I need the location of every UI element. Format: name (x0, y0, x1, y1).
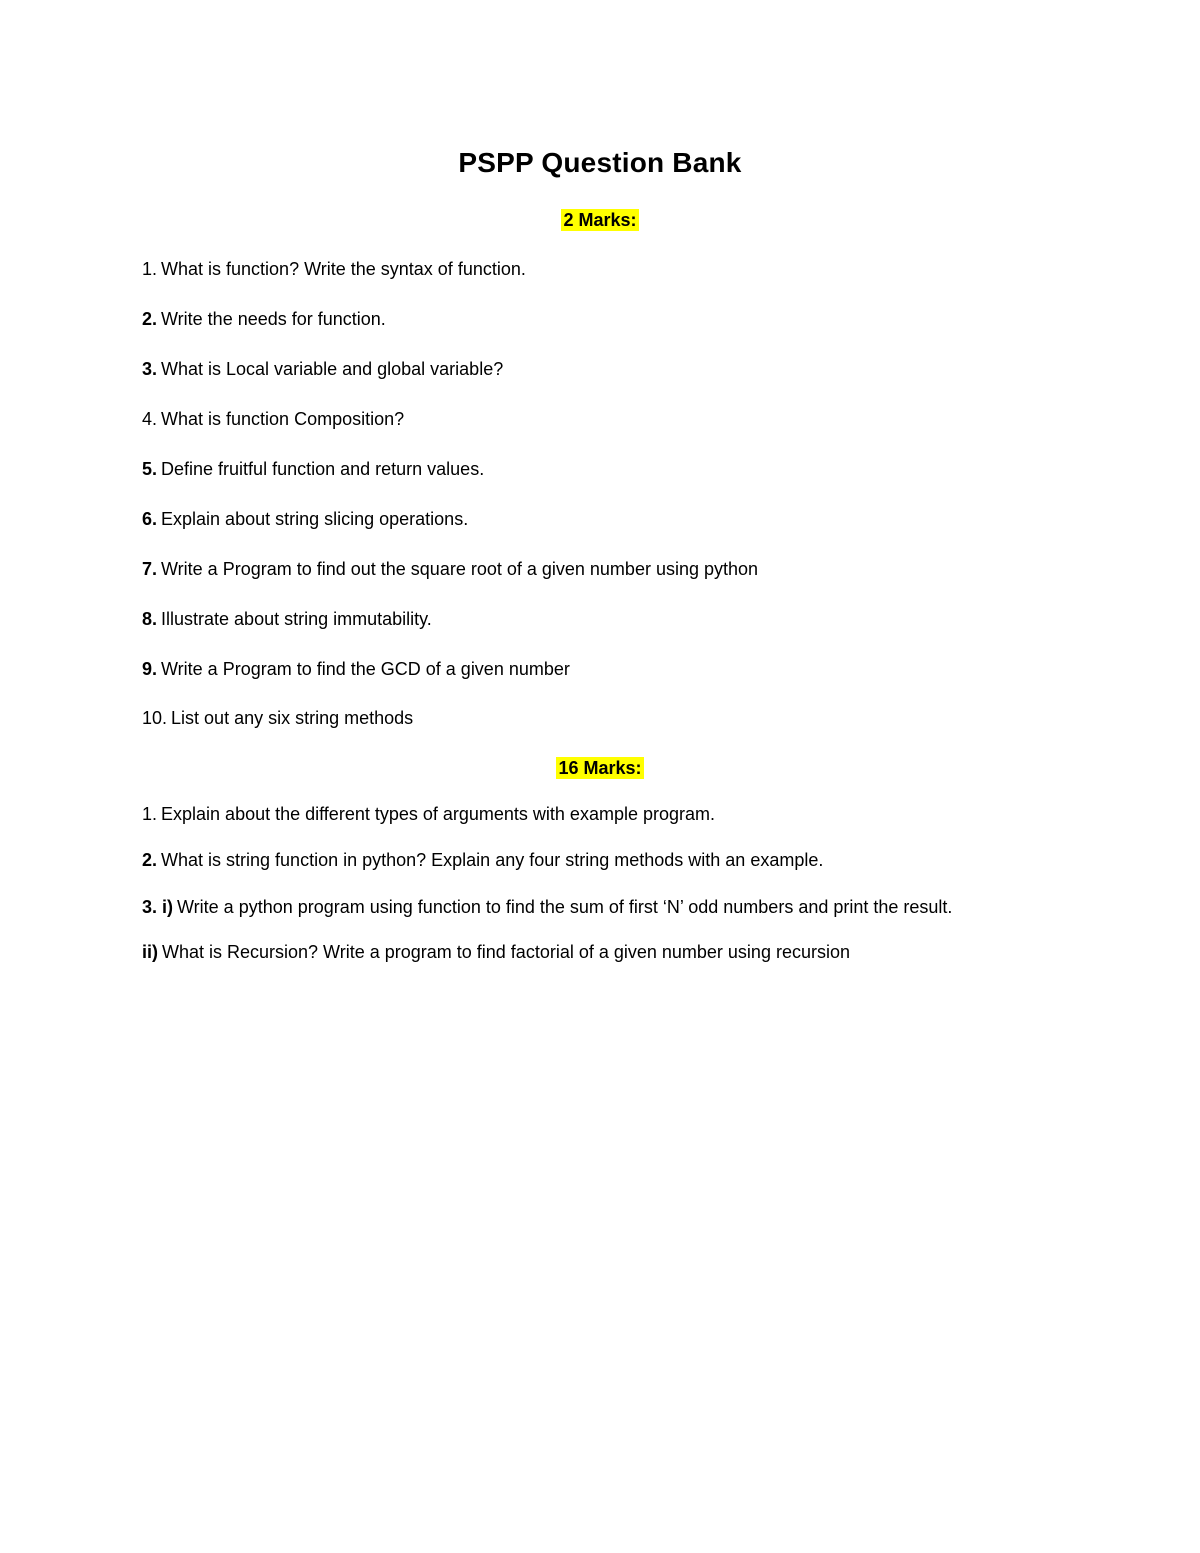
question-number: ii) (142, 942, 158, 962)
question-item (142, 607, 1142, 631)
question-number: 1. (142, 259, 158, 279)
question-number: 6. (142, 509, 158, 529)
question-text: Explain about the different types of arguments with example program. (161, 804, 715, 824)
question-number: 5. (142, 459, 158, 479)
question-text: Write a python program using function to find the sum of first ‘N’ odd numbers and print the result. (177, 897, 953, 917)
question-item (142, 706, 1142, 730)
question-text: Define fruitful function and return values. (161, 459, 485, 479)
section-heading-2-marks (0, 208, 1200, 232)
question-item (142, 895, 1142, 919)
question-number: 10. (142, 708, 168, 728)
question-number: 3. i) (142, 897, 174, 917)
question-number: 8. (142, 609, 158, 629)
section-heading-label: 2 Marks: (563, 210, 637, 230)
question-item (142, 507, 1142, 531)
question-number: 1. (142, 804, 158, 824)
question-item (142, 848, 1142, 872)
question-item (142, 657, 1142, 681)
question-number: 4. (142, 409, 158, 429)
question-item (142, 557, 1142, 581)
question-text: What is string function in python? Explain any four string methods with an example. (161, 850, 824, 870)
question-item (142, 457, 1142, 481)
question-item (142, 802, 1142, 826)
question-text: What is Recursion? Write a program to find factorial of a given number using recursion (162, 942, 850, 962)
question-number: 9. (142, 659, 158, 679)
page-title: PSPP Question Bank (458, 147, 742, 178)
question-text: What is function Composition? (161, 409, 405, 429)
question-number: 7. (142, 559, 158, 579)
question-number: 3. (142, 359, 158, 379)
question-text: List out any six string methods (171, 708, 414, 728)
question-text: Explain about string slicing operations. (161, 509, 469, 529)
question-text: What is Local variable and global variable? (161, 359, 504, 379)
question-item (142, 357, 1142, 381)
question-item (142, 940, 1142, 964)
question-text: What is function? Write the syntax of function. (161, 259, 526, 279)
section-heading-16-marks (0, 756, 1200, 780)
question-item (142, 407, 1142, 431)
question-number: 2. (142, 309, 158, 329)
question-text: Illustrate about string immutability. (161, 609, 432, 629)
question-item (142, 257, 1142, 281)
section-heading-label: 16 Marks: (558, 758, 642, 778)
question-text: Write the needs for function. (161, 309, 386, 329)
question-item (142, 307, 1142, 331)
question-number: 2. (142, 850, 158, 870)
question-text: Write a Program to find out the square root of a given number using python (161, 559, 759, 579)
question-text: Write a Program to find the GCD of a given number (161, 659, 570, 679)
